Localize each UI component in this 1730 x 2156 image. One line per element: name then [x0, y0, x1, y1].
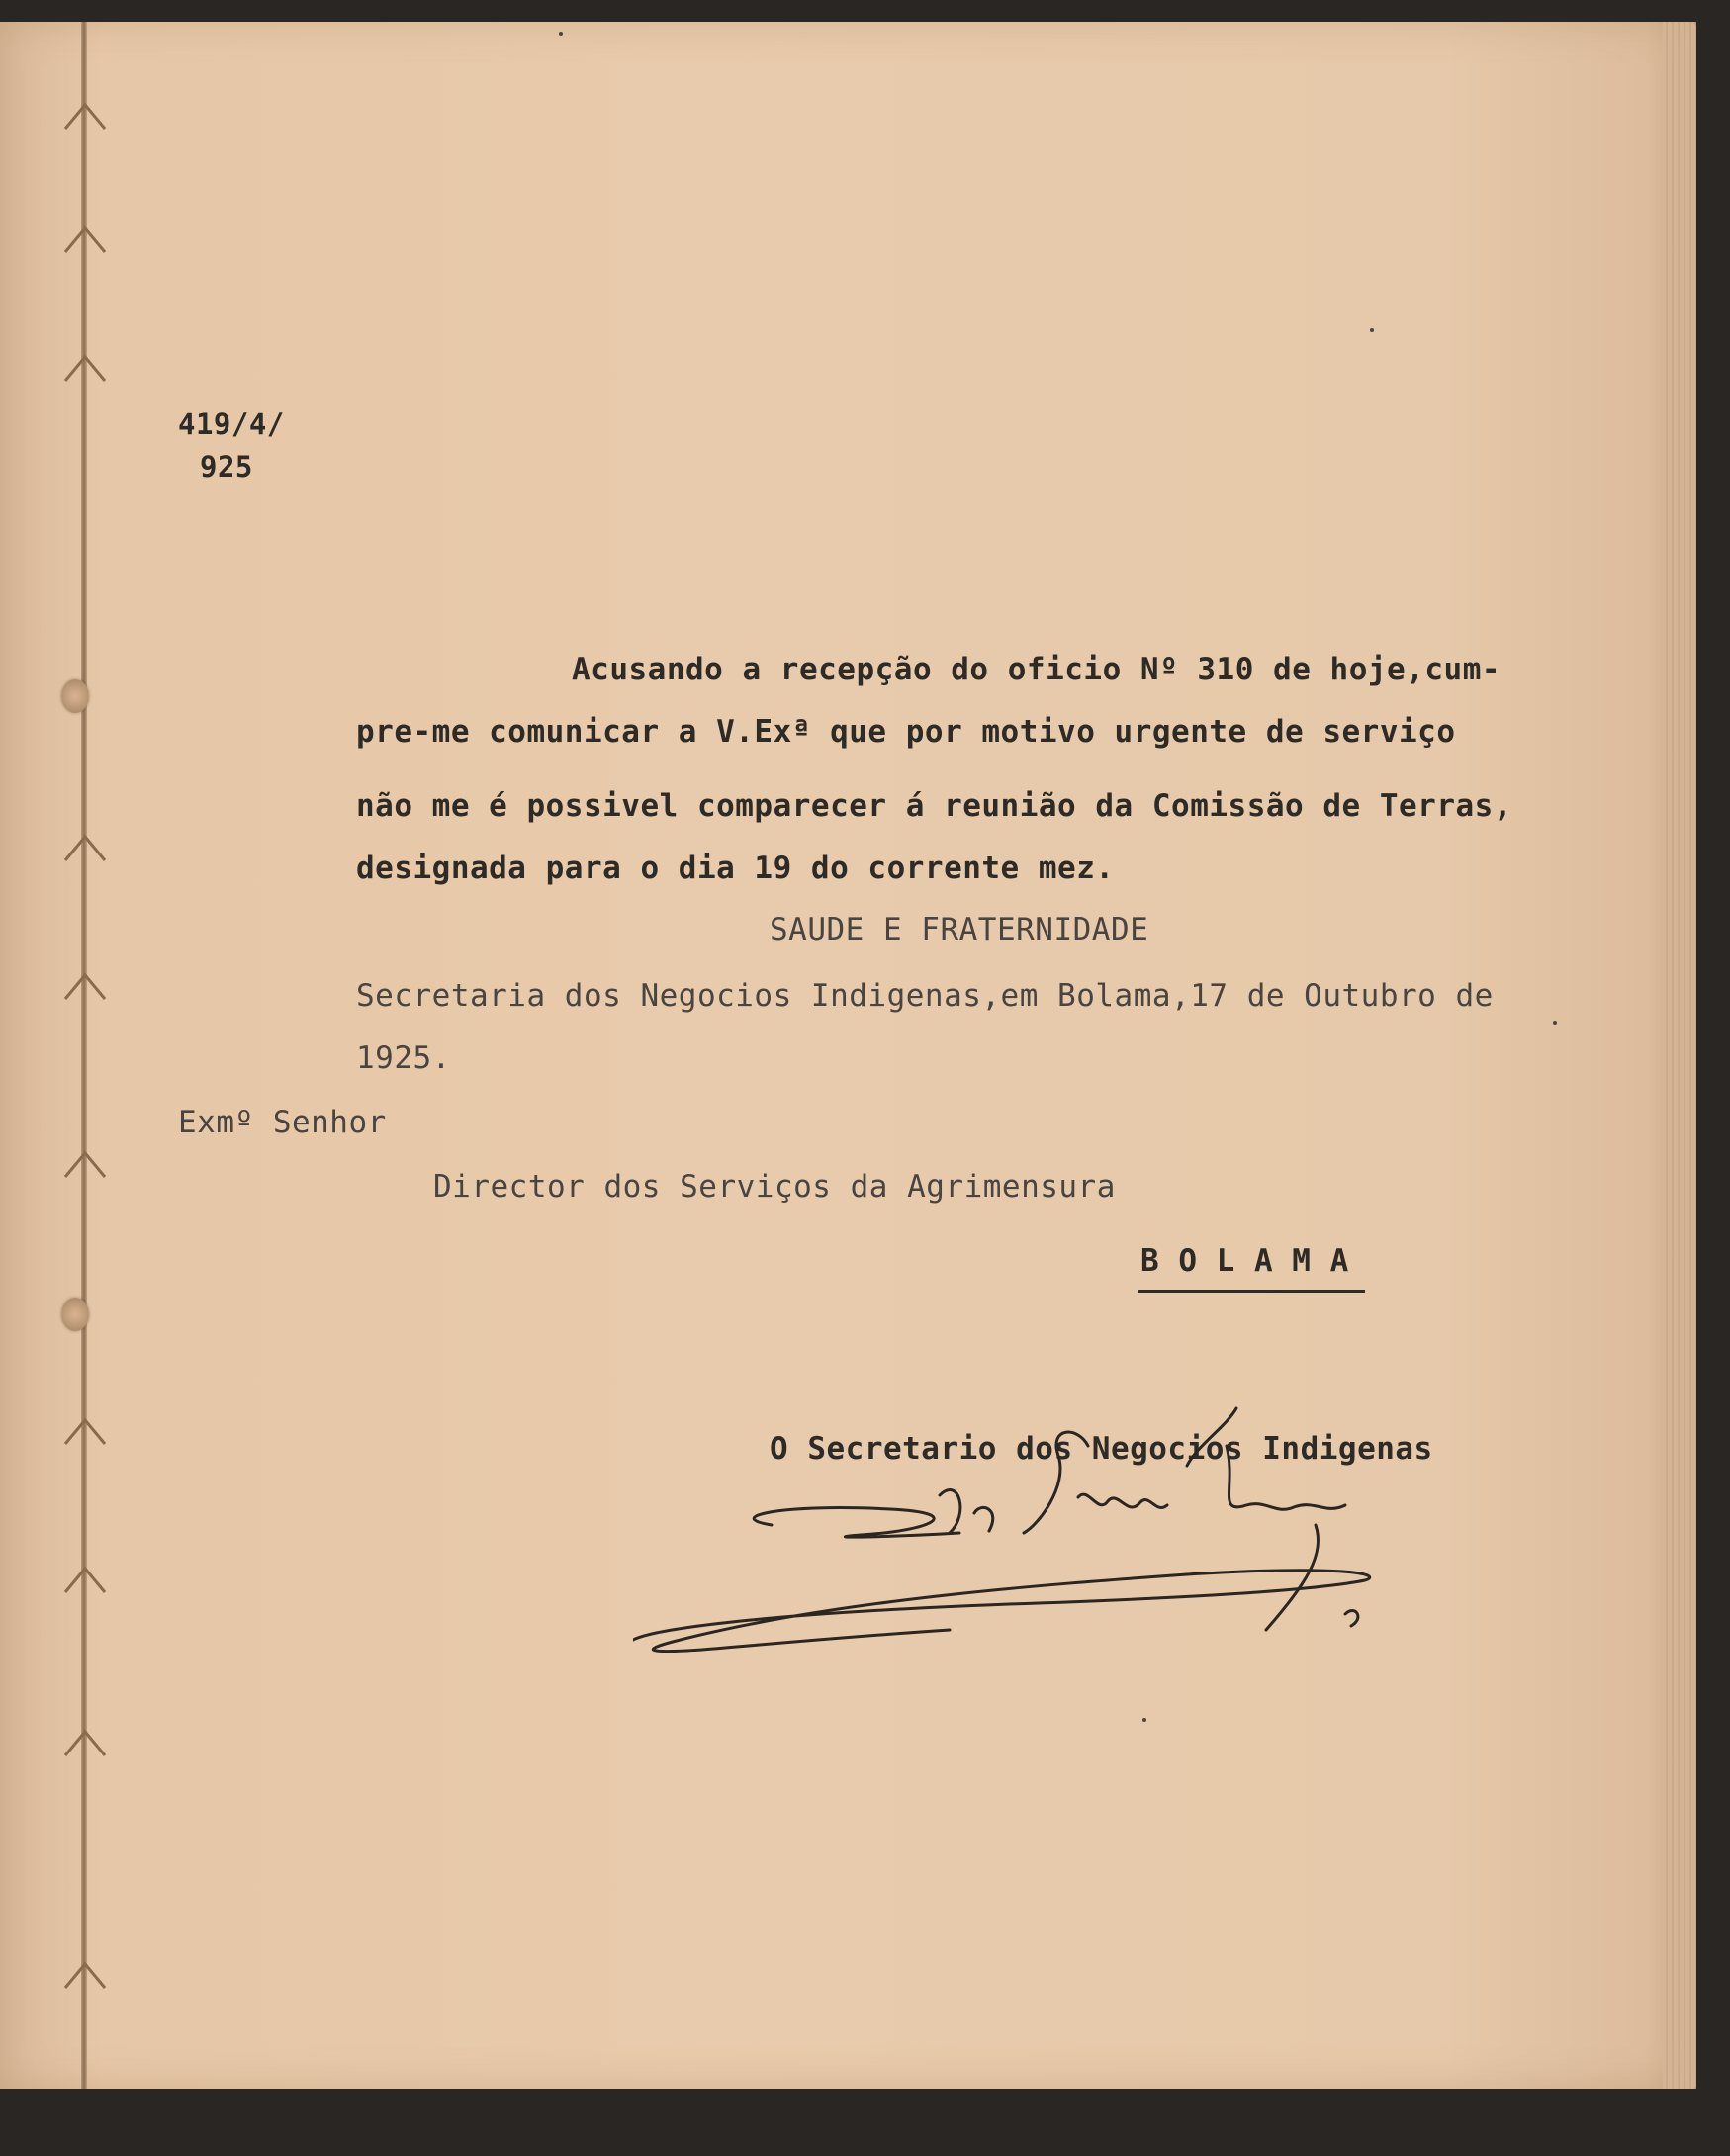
stitch-mark	[61, 101, 109, 133]
closing-greeting: SAUDE E FRATERNIDADE	[770, 912, 1149, 947]
addressee: Director dos Serviços da Agrimensura	[433, 1169, 1116, 1205]
body-line-2: pre-me comunicar a V.Exª que por motivo urgente de serviço	[356, 714, 1456, 750]
stitch-mark	[61, 225, 109, 256]
stitch-mark	[61, 1416, 109, 1448]
place-date-line-2: 1925.	[356, 1040, 451, 1076]
body-line-4: designada para o dia 19 do corrente mez.	[356, 851, 1115, 886]
reference-number-line-2: 925	[200, 450, 253, 484]
ink-speck	[1370, 328, 1374, 332]
body-line-3: não me é possivel comparecer á reunião da Comissão de Terras,	[356, 788, 1512, 824]
ink-speck	[1142, 1718, 1146, 1722]
stitch-mark	[61, 353, 109, 385]
place-date-line-1: Secretaria dos Negocios Indigenas,em Bolama,17 de Outubro de	[356, 978, 1494, 1014]
salutation: Exmº Senhor	[178, 1105, 387, 1140]
city-underline	[1138, 1290, 1365, 1293]
stitch-mark	[61, 1728, 109, 1759]
ink-speck	[559, 32, 563, 36]
addressee-city: B O L A M A	[1140, 1243, 1349, 1279]
stitch-mark	[61, 833, 109, 864]
reference-number-line-1: 419/4/	[178, 407, 285, 441]
stitch-mark	[61, 971, 109, 1003]
stitch-mark	[61, 1960, 109, 1992]
stitch-mark	[61, 1149, 109, 1181]
binding-thread	[81, 22, 87, 2089]
document-page	[0, 22, 1696, 2089]
page-edges	[1663, 22, 1696, 2089]
body-line-1: Acusando a recepção do oficio Nº 310 de hoje,cum-	[572, 652, 1502, 687]
binding-hole	[61, 1298, 89, 1331]
binding-hole	[61, 679, 89, 713]
signatory-title: O Secretario dos Negocios Indigenas	[770, 1431, 1433, 1467]
signature	[633, 1406, 1385, 1663]
ink-speck	[1553, 1021, 1557, 1025]
stitch-mark	[61, 1565, 109, 1596]
